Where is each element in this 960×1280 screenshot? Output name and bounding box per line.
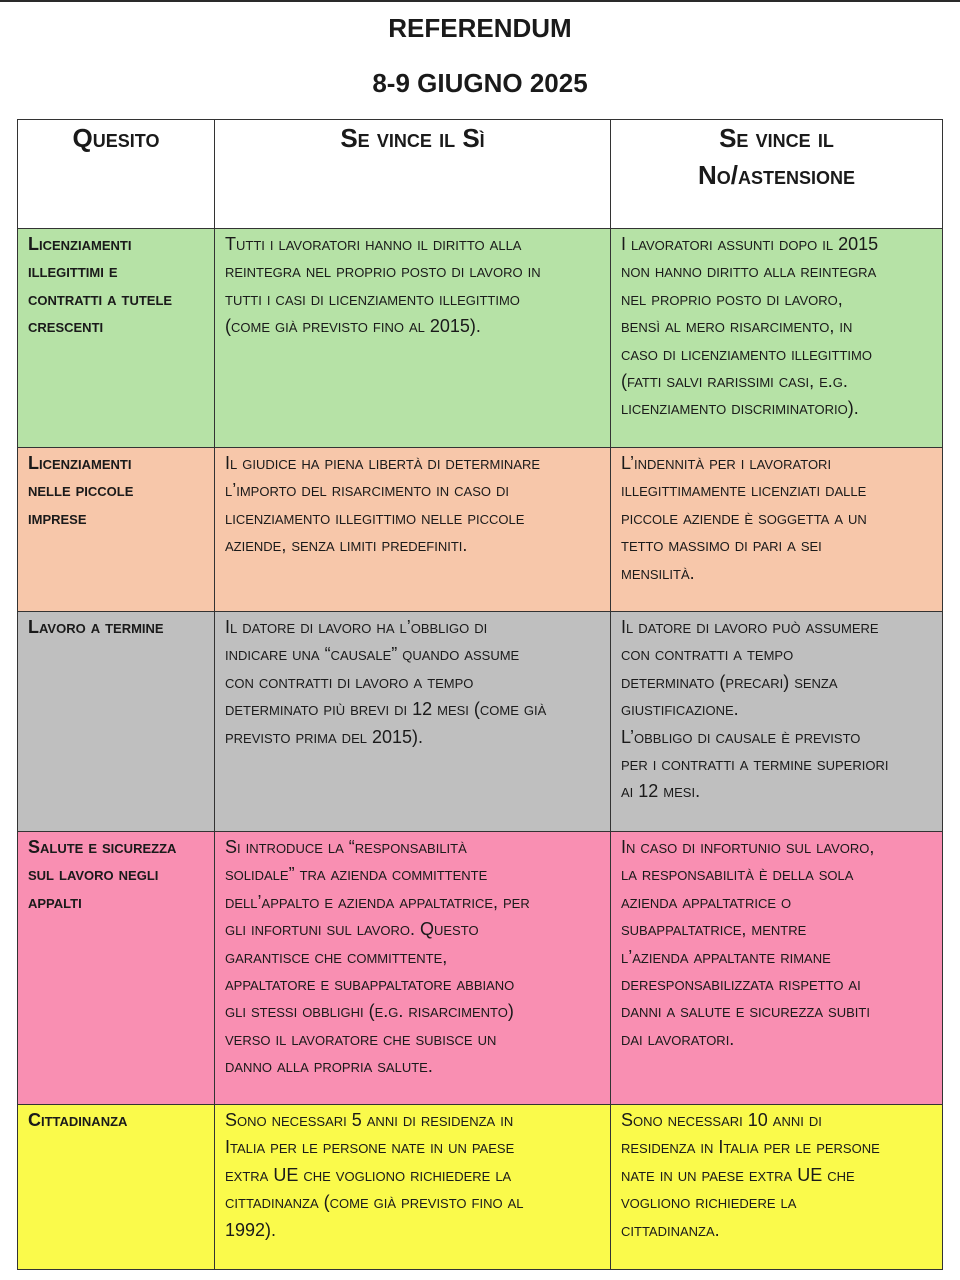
quesito-cell-line: sul lavoro negli: [28, 864, 159, 885]
no-outcome-cell: [611, 612, 943, 832]
yes-outcome-cell-line: determinato più brevi di 12 mesi (come già: [225, 699, 547, 720]
no-outcome-cell-line: nate in un paese extra UE che: [621, 1164, 855, 1185]
no-outcome-cell-line: danni a salute e sicurezza subiti: [621, 1001, 870, 1022]
quesito-cell: [18, 832, 215, 1105]
no-outcome-cell-line: Sono necessari 10 anni di: [621, 1110, 822, 1130]
quesito-cell-line: Licenziamenti: [28, 453, 132, 473]
no-outcome-cell-line: cittadinanza.: [621, 1219, 720, 1240]
yes-outcome-cell-line: verso il lavoratore che subisce un: [225, 1028, 497, 1049]
quesito-cell-line: appalti: [28, 891, 82, 912]
yes-outcome-cell-line: danno alla propria salute.: [225, 1056, 433, 1077]
yes-outcome-cell-line: gli stessi obblighi (e.g. risarcimento): [225, 1001, 514, 1022]
no-outcome-cell: [611, 832, 943, 1105]
yes-outcome-cell-line: dell’appalto e azienda appaltatrice, per: [225, 891, 530, 912]
yes-outcome-cell: [215, 612, 611, 832]
no-outcome-cell-line: subappaltatrice, mentre: [621, 919, 807, 940]
table-row-piccole-imprese: [18, 448, 943, 612]
no-outcome-cell-line: la responsabilità è della sola: [621, 864, 854, 885]
no-outcome-cell-line: residenza in Italia per le persone: [621, 1137, 880, 1158]
quesito-cell: [18, 229, 215, 448]
yes-outcome-cell-line: tutti i casi di licenziamento illegittimo: [225, 288, 520, 309]
table-row-salute-sicurezza: [18, 832, 943, 1105]
no-outcome-cell-line: L’obbligo di causale è previsto: [621, 726, 861, 747]
yes-outcome-cell-line: con contratti di lavoro a tempo: [225, 671, 474, 692]
quesito-cell-line: Cittadinanza: [28, 1110, 128, 1130]
yes-outcome-cell: [215, 1105, 611, 1270]
yes-outcome-cell: [215, 448, 611, 612]
yes-outcome-cell-line: indicare una “causale” quando assume: [225, 644, 520, 665]
quesito-cell-line: Lavoro a termine: [28, 617, 164, 637]
no-outcome-cell: [611, 1105, 943, 1270]
no-outcome-cell-line: L’indennità per i lavoratori: [621, 453, 832, 473]
table-row-licenziamenti-illegittimi: [18, 229, 943, 448]
no-outcome-cell-line: l’azienda appaltante rimane: [621, 946, 831, 967]
no-outcome-cell-line: tetto massimo di pari a sei: [621, 535, 822, 556]
page-title: REFERENDUM: [388, 13, 572, 43]
no-outcome-cell-line: Il datore di lavoro può assumere: [621, 617, 879, 637]
no-outcome-cell-line: dai lavoratori.: [621, 1028, 735, 1049]
yes-outcome-cell: [215, 229, 611, 448]
no-outcome-cell: [611, 448, 943, 612]
column-header-label: Se vince il: [719, 123, 834, 153]
table-row-cittadinanza: [18, 1105, 943, 1270]
column-header-label: Quesito: [72, 123, 160, 153]
yes-outcome-cell-line: previsto prima del 2015).: [225, 726, 424, 747]
no-outcome-cell-line: ai 12 mesi.: [621, 781, 701, 802]
no-outcome-cell: [611, 229, 943, 448]
yes-outcome-cell-line: Si introduce la “responsabilità: [225, 837, 467, 857]
yes-outcome-cell-line: solidale” tra azienda committente: [225, 864, 488, 885]
quesito-cell-line: nelle piccole: [28, 480, 134, 501]
yes-outcome-cell-line: garantisce che committente,: [225, 946, 448, 967]
quesito-cell: [18, 448, 215, 612]
no-outcome-cell-line: bensì al mero risarcimento, in: [621, 316, 853, 337]
yes-outcome-cell-line: Sono necessari 5 anni di residenza in: [225, 1110, 514, 1130]
no-outcome-cell-line: mensilità.: [621, 562, 695, 583]
yes-outcome-cell: [215, 832, 611, 1105]
no-outcome-cell-line: illegittimamente licenziati dalle: [621, 480, 867, 501]
yes-outcome-cell-line: reintegra nel proprio posto di lavoro in: [225, 261, 541, 282]
no-outcome-cell-line: In caso di infortunio sul lavoro,: [621, 837, 875, 857]
yes-outcome-cell-line: cittadinanza (come già previsto fino al: [225, 1192, 524, 1213]
yes-outcome-cell-line: licenziamento illegittimo nelle piccole: [225, 507, 525, 528]
no-outcome-cell-line: azienda appaltatrice o: [621, 891, 792, 912]
table-header-row: [18, 120, 943, 229]
page-subtitle-date: 8-9 GIUGNO 2025: [372, 68, 588, 98]
no-outcome-cell-line: con contratti a tempo: [621, 644, 794, 665]
column-header-label: Se vince il Sì: [340, 123, 485, 153]
yes-outcome-cell-line: (come già previsto fino al 2015).: [225, 316, 481, 337]
column-header-quesito: [18, 120, 215, 229]
quesito-cell: [18, 1105, 215, 1270]
referendum-table: [17, 119, 943, 1270]
yes-outcome-cell-line: aziende, senza limiti predefiniti.: [225, 535, 468, 556]
top-rule: [0, 0, 960, 2]
yes-outcome-cell-line: appaltatore e subappaltatore abbiano: [225, 974, 515, 995]
table-row-lavoro-a-termine: [18, 612, 943, 832]
column-header-no: [611, 120, 943, 229]
no-outcome-cell-line: (fatti salvi rarissimi casi, e.g.: [621, 371, 848, 392]
quesito-cell: [18, 612, 215, 832]
column-header-label: No/astensione: [697, 160, 856, 190]
no-outcome-cell-line: I lavoratori assunti dopo il 2015: [621, 234, 879, 254]
yes-outcome-cell-line: Tutti i lavoratori hanno il diritto alla: [225, 234, 522, 254]
no-outcome-cell-line: deresponsabilizzata rispetto ai: [621, 974, 861, 995]
no-outcome-cell-line: per i contratti a termine superiori: [621, 754, 889, 775]
no-outcome-cell-line: giustificazione.: [621, 699, 739, 720]
no-outcome-cell-line: licenziamento discriminatorio).: [621, 398, 859, 419]
yes-outcome-cell-line: gli infortuni sul lavoro. Questo: [225, 919, 479, 940]
no-outcome-cell-line: piccole aziende è soggetta a un: [621, 507, 867, 528]
quesito-cell-line: Licenziamenti: [28, 234, 132, 254]
no-outcome-cell-line: determinato (precari) senza: [621, 671, 838, 692]
quesito-cell-line: imprese: [28, 507, 87, 528]
no-outcome-cell-line: non hanno diritto alla reintegra: [621, 261, 877, 282]
quesito-cell-line: Salute e sicurezza: [28, 837, 177, 857]
column-header-yes: [215, 120, 611, 229]
yes-outcome-cell-line: Il giudice ha piena libertà di determinare: [225, 453, 541, 473]
no-outcome-cell-line: nel proprio posto di lavoro,: [621, 288, 843, 309]
yes-outcome-cell-line: extra UE che vogliono richiedere la: [225, 1164, 512, 1185]
quesito-cell-line: crescenti: [28, 316, 104, 337]
yes-outcome-cell-line: Il datore di lavoro ha l’obbligo di: [225, 617, 488, 637]
quesito-cell-line: contratti a tutele: [28, 288, 173, 309]
quesito-cell-line: illegittimi e: [28, 261, 118, 282]
yes-outcome-cell-line: 1992).: [225, 1219, 277, 1240]
yes-outcome-cell-line: l’importo del risarcimento in caso di: [225, 480, 509, 501]
no-outcome-cell-line: caso di licenziamento illegittimo: [621, 343, 872, 364]
yes-outcome-cell-line: Italia per le persone nate in un paese: [225, 1137, 515, 1158]
no-outcome-cell-line: vogliono richiedere la: [621, 1192, 797, 1213]
